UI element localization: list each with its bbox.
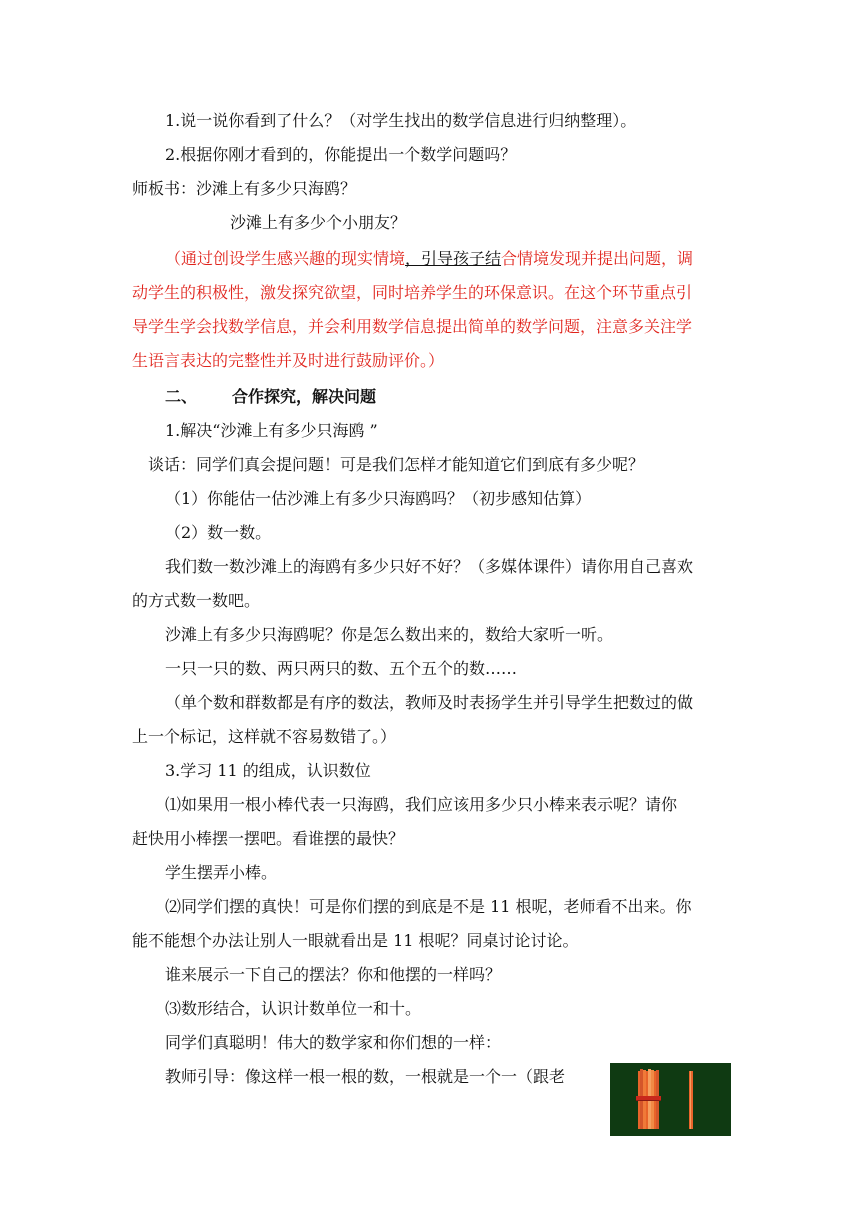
- paragraph-students: 学生摆弄小棒。: [165, 863, 278, 882]
- paragraph-eleven-b: 能不能想个办法让别人一眼就看出是 11 根呢？同桌讨论讨论。: [132, 931, 579, 950]
- paragraph-count-a: 我们数一数沙滩上的海鸥有多少只好不好？（多媒体课件）请你用自己喜欢: [165, 557, 694, 576]
- design-note-line-4: 生语言表达的完整性并及时进行鼓励评价。）: [132, 351, 445, 370]
- dialogue-line: 谈话：同学们真会提问题！可是我们怎样才能知道它们到底有多少呢？: [148, 455, 645, 474]
- section-heading: 合作探究，解决问题: [232, 387, 377, 406]
- paragraph-count-b: 的方式数一数吧。: [132, 591, 261, 610]
- board-writing-2: 沙滩上有多少个小朋友？: [230, 213, 407, 232]
- step-1: （1）你能估一估沙滩上有多少只海鸥吗？（初步感知估算）: [165, 489, 592, 508]
- paragraph-eleven-a: ⑵同学们摆的真快！可是你们摆的到底是不是 11 根呢，老师看不出来。你: [165, 897, 692, 916]
- paragraph-sticks-a: ⑴如果用一根小棒代表一只海鸥，我们应该用多少只小棒来表示呢？请你: [165, 795, 678, 814]
- paragraph-counting-ways: 一只一只的数、两只两只的数、五个五个的数……: [165, 659, 518, 678]
- design-note-line-1: （通过创设学生感兴趣的现实情境，引导孩子结合情境发现并提出问题，调: [165, 249, 694, 268]
- question-1: 1.说一说你看到了什么？（对学生找出的数学信息进行归纳整理）。: [165, 111, 637, 130]
- paragraph-sticks-b: 赶快用小棒摆一摆吧。看谁摆的最快？: [132, 829, 405, 848]
- bundle-of-sticks-icon: [610, 1063, 731, 1136]
- design-note-line-3: 导学生学会找数学信息，并会利用数学信息提出简单的数学问题，注意多关注学: [132, 317, 693, 336]
- paragraph-note-b: 上一个标记，这样就不容易数错了。）: [132, 727, 397, 746]
- question-2: 2.根据你刚才看到的，你能提出一个数学问题吗？: [165, 145, 517, 164]
- design-note-line-2: 动学生的积极性，激发探究欲望，同时培养学生的环保意识。在这个环节重点引: [132, 283, 693, 302]
- underlined-text: ，引导孩子结: [405, 249, 502, 268]
- paragraph-number-shape: ⑶数形结合，认识计数单位一和十。: [165, 999, 422, 1018]
- stick-bundle: [636, 1069, 661, 1129]
- section-number: 二、: [165, 387, 198, 406]
- paragraph-show: 谁来展示一下自己的摆法？你和他摆的一样吗？: [165, 965, 502, 984]
- paragraph-how-many: 沙滩上有多少只海鸥呢？你是怎么数出来的，数给大家听一听。: [165, 625, 614, 644]
- paragraph-clever: 同学们真聪明！伟大的数学家和你们想的一样：: [165, 1033, 502, 1052]
- paragraph-note-a: （单个数和群数都是有序的数法，教师及时表扬学生并引导学生把数过的做: [165, 693, 694, 712]
- step-2: （2）数一数。: [165, 523, 272, 542]
- paragraph-teacher-guide: 教师引导：像这样一根一根的数，一根就是一个一（跟老: [165, 1067, 566, 1086]
- sub-heading-1: 1.解决“沙滩上有多少只海鸥 ”: [165, 421, 378, 440]
- sub-heading-3: 3.学习 11 的组成，认识数位: [165, 761, 371, 780]
- sticks-image: [610, 1063, 731, 1136]
- board-writing-1: 师板书：沙滩上有多少只海鸥？: [132, 179, 357, 198]
